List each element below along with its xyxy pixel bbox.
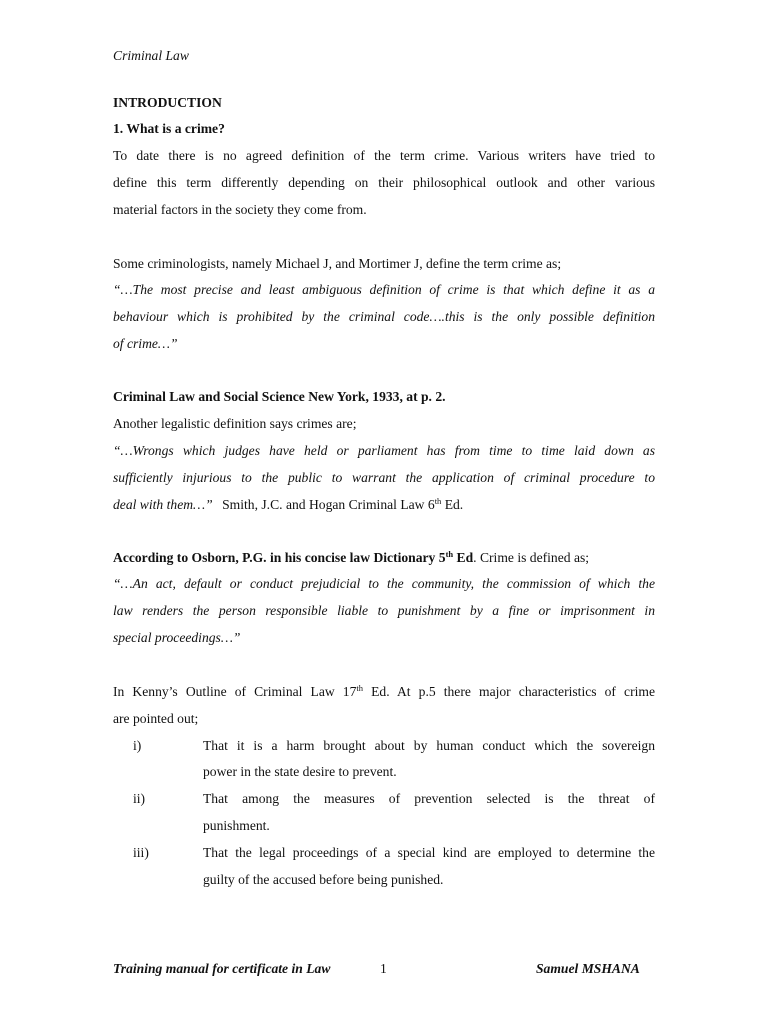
footer-title: Training manual for certificate in Law	[113, 961, 331, 976]
quote-attribution-line	[113, 497, 655, 513]
list-text: That among the measures of prevention selected is the threat of	[203, 791, 655, 806]
quote-line: “…The most precise and least ambiguous definition of crime is that which define it as a	[113, 282, 655, 297]
paragraph-line: In Kenny’s Outline of Criminal Law 17th Ed. At p.5 there major characteristics of crime	[113, 683, 656, 699]
paragraph-line: Some criminologists, namely Michael J, and Mortimer J, define the term crime as;	[113, 256, 562, 271]
quote-line: sufficiently injurious to the public to warrant the application of criminal procedure to	[113, 470, 655, 485]
list-text: power in the state desire to prevent.	[203, 764, 397, 779]
citation-heading: Criminal Law and Social Science New York, 1933, at p. 2.	[113, 389, 446, 404]
page-number: 1	[380, 961, 387, 976]
attribution: Smith, J.C. and Hogan Criminal Law 6th Ed.	[222, 496, 464, 512]
quote-end: deal with them…”	[113, 497, 213, 512]
quote-line: special proceedings…”	[113, 630, 241, 645]
paragraph-line: material factors in the society they come from.	[113, 202, 367, 217]
question-heading: 1. What is a crime?	[113, 121, 225, 136]
osborn-line: According to Osborn, P.G. in his concise law Dictionary 5th Ed. Crime is defined as;	[113, 549, 590, 565]
quote-line: “…Wrongs which judges have held or parliament has from time to time laid down as	[113, 443, 655, 458]
list-number: iii)	[133, 845, 149, 860]
list-number: ii)	[133, 791, 146, 806]
list-text: That it is a harm brought about by human conduct which the sovereign	[203, 738, 655, 753]
paragraph-line: are pointed out;	[113, 711, 199, 726]
section-heading: INTRODUCTION	[113, 95, 222, 110]
quote-line: behaviour which is prohibited by the criminal code….this is the only possible definition	[113, 309, 655, 324]
footer-author: Samuel MSHANA	[536, 961, 640, 976]
paragraph-line: Another legalistic definition says crimes are;	[113, 416, 357, 431]
paragraph-line: To date there is no agreed definition of the term crime. Various writers have tried to	[113, 148, 655, 163]
list-text: guilty of the accused before being punished.	[203, 872, 444, 887]
list-number: i)	[133, 738, 142, 753]
quote-line: “…An act, default or conduct prejudicial to the community, the commission of which the	[113, 576, 655, 591]
paragraph-line: define this term differently depending on their philosophical outlook and other various	[113, 175, 655, 190]
quote-line: law renders the person responsible liable to punishment by a fine or imprisonment in	[113, 603, 655, 618]
list-text: punishment.	[203, 818, 270, 833]
quote-line: of crime…”	[113, 336, 178, 351]
running-title: Criminal Law	[113, 48, 189, 63]
list-text: That the legal proceedings of a special kind are employed to determine the	[203, 845, 655, 860]
